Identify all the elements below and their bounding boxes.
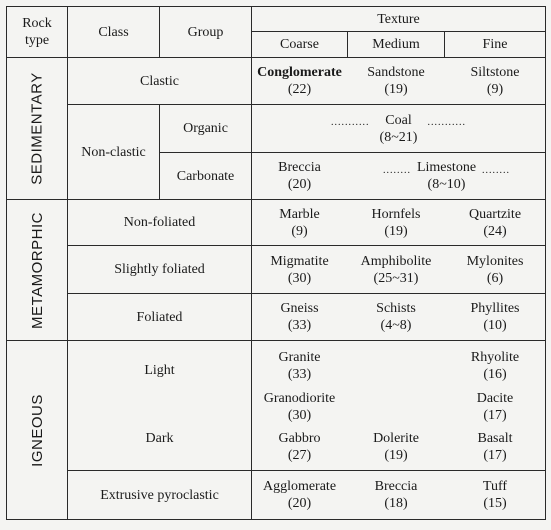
row-non-clastic-label: [68, 105, 159, 199]
light-fine: [445, 345, 545, 387]
clastic-medium-name: Sandstone: [367, 65, 425, 80]
extrusive-coarse: [252, 471, 347, 519]
organic-dots-left: ...........: [331, 117, 370, 128]
header-fine-label: Fine: [482, 37, 508, 52]
foliated-medium-name: Schists: [376, 301, 416, 316]
dark-label: Dark: [145, 430, 174, 446]
carbonate-dots-right: ........: [482, 164, 511, 176]
section-sedimentary: [7, 58, 67, 199]
foliated-medium: [348, 294, 444, 340]
non-clastic-label: Non-clastic: [81, 144, 146, 160]
foliated-fine-value: (10): [483, 318, 507, 333]
light-coarse: [252, 345, 347, 387]
extrusive-fine-name: Tuff: [482, 479, 508, 494]
dark-fine-name: Basalt: [477, 431, 513, 446]
light-coarse-value: (33): [287, 367, 312, 382]
non-foliated-medium: [348, 200, 444, 245]
dark-medium-name: Dolerite: [373, 431, 419, 446]
row-dark-label: [68, 420, 251, 456]
dark-coarse-name: Gabbro: [278, 431, 321, 446]
header-group: [160, 7, 251, 57]
extrusive-coarse-value: (20): [287, 496, 312, 511]
row-non-foliated-label: [68, 200, 251, 245]
non-foliated-fine-value: (24): [483, 223, 507, 239]
non-foliated-label: Non-foliated: [123, 215, 196, 230]
clastic-medium-value: (19): [384, 82, 408, 97]
row-light-label: [68, 349, 251, 391]
extrusive-medium-name: Breccia: [374, 479, 418, 494]
clastic-fine: [445, 58, 545, 104]
clastic-label: Clastic: [140, 73, 179, 89]
clastic-coarse-value: (22): [287, 82, 312, 97]
slightly-foliated-fine-value: (6): [486, 270, 504, 286]
organic-span: [252, 105, 545, 152]
header-medium: [348, 32, 444, 57]
slightly-foliated-label: Slightly foliated: [114, 262, 205, 277]
slightly-foliated-medium-name: Amphibolite: [360, 253, 432, 269]
foliated-fine: [445, 294, 545, 340]
foliated-coarse-value: (33): [287, 318, 312, 333]
granodiorite-value: (30): [287, 408, 312, 423]
slightly-foliated-medium: [348, 246, 444, 293]
header-fine: [445, 32, 545, 57]
organic-dots-right: ...........: [427, 117, 466, 128]
carbonate-coarse: [252, 153, 347, 199]
header-texture-label: Texture: [377, 11, 420, 27]
section-igneous: [7, 341, 67, 519]
header-rock-type: [7, 7, 67, 57]
carbonate-coarse-name: Breccia: [278, 160, 321, 175]
extrusive-coarse-name: Agglomerate: [262, 479, 337, 494]
dark-coarse: [252, 427, 347, 467]
slightly-foliated-coarse: [252, 246, 347, 293]
rule-bottom: [6, 519, 545, 520]
header-coarse-label: Coarse: [280, 37, 319, 52]
dark-fine: [445, 427, 545, 467]
header-rock-type-line2: type: [24, 33, 50, 48]
foliated-fine-name: Phyllites: [470, 301, 520, 316]
dacite-name: Dacite: [476, 391, 514, 406]
slightly-foliated-fine: [445, 246, 545, 293]
section-sedimentary-label: SEDIMENTARY: [28, 72, 46, 185]
carbonate-span: [348, 153, 545, 199]
clastic-fine-name: Siltstone: [470, 65, 520, 80]
foliated-coarse-name: Gneiss: [280, 301, 319, 316]
organic-coal-value: (8~21): [379, 129, 418, 145]
row-slightly-foliated-label: [68, 246, 251, 293]
carbonate-limestone-value: (8~10): [427, 177, 466, 192]
clastic-coarse-name: Conglomerate: [257, 65, 342, 80]
organic-coal: [380, 112, 418, 146]
dark-coarse-value: (27): [287, 448, 312, 463]
dacite-value: (17): [483, 408, 507, 423]
extrusive-medium-value: (18): [384, 496, 408, 511]
clastic-fine-value: (9): [486, 82, 504, 97]
row-extrusive-label: [68, 471, 251, 519]
extrusive-medium: [348, 471, 444, 519]
foliated-coarse: [252, 294, 347, 340]
light-fine-name: Rhyolite: [470, 350, 520, 365]
carbonate-label: Carbonate: [176, 168, 235, 184]
granodiorite-name: Granodiorite: [263, 391, 336, 406]
row-clastic-label: [68, 58, 251, 104]
non-foliated-coarse-value: (9): [291, 223, 308, 239]
row-foliated-label: [68, 294, 251, 340]
dark-medium: [348, 427, 444, 467]
foliated-label: Foliated: [136, 309, 183, 325]
dark-fine-value: (17): [483, 448, 507, 463]
header-medium-label: Medium: [372, 37, 420, 52]
organic-coal-name: Coal: [385, 112, 412, 128]
header-class-label: Class: [98, 24, 129, 40]
granodiorite-coarse: [252, 387, 347, 427]
section-igneous-label: IGNEOUS: [28, 393, 46, 467]
slightly-foliated-coarse-value: (30): [287, 270, 312, 286]
section-metamorphic: [7, 200, 67, 340]
header-coarse: [252, 32, 347, 57]
row-carbonate-label: [160, 153, 251, 199]
non-foliated-coarse-name: Marble: [279, 206, 320, 222]
section-metamorphic-label: METAMORPHIC: [28, 211, 46, 329]
non-foliated-coarse: [252, 200, 347, 245]
non-foliated-medium-value: (19): [384, 223, 408, 239]
extrusive-fine-value: (15): [483, 496, 507, 511]
header-class: [68, 7, 159, 57]
slightly-foliated-medium-value: (25~31): [373, 270, 419, 286]
light-label: Light: [144, 362, 175, 378]
rule-metamorphic-bottom: [6, 340, 545, 341]
carbonate-dots-left: ........: [382, 164, 411, 176]
carbonate-limestone-name: Limestone: [416, 160, 477, 175]
extrusive-label: Extrusive pyroclastic: [100, 487, 219, 503]
foliated-medium-value: (4~8): [380, 318, 412, 333]
clastic-coarse: [252, 58, 347, 104]
dark-medium-value: (19): [384, 448, 408, 463]
slightly-foliated-coarse-name: Migmatite: [270, 253, 329, 269]
header-texture: [252, 7, 545, 31]
light-coarse-name: Granite: [278, 350, 321, 365]
header-rock-type-line1: Rock: [22, 16, 52, 31]
non-foliated-medium-name: Hornfels: [371, 206, 421, 222]
header-group-label: Group: [187, 24, 224, 40]
rule-right: [545, 6, 546, 520]
carbonate-limestone: [417, 159, 476, 193]
dacite-fine: [445, 387, 545, 427]
light-fine-value: (16): [483, 367, 507, 382]
non-foliated-fine: [445, 200, 545, 245]
slightly-foliated-fine-name: Mylonites: [466, 253, 524, 269]
extrusive-fine: [445, 471, 545, 519]
organic-label: Organic: [183, 121, 228, 136]
carbonate-coarse-value: (20): [287, 177, 312, 192]
clastic-medium: [348, 58, 444, 104]
non-foliated-fine-name: Quartzite: [468, 206, 522, 222]
row-organic-label: [160, 105, 251, 152]
